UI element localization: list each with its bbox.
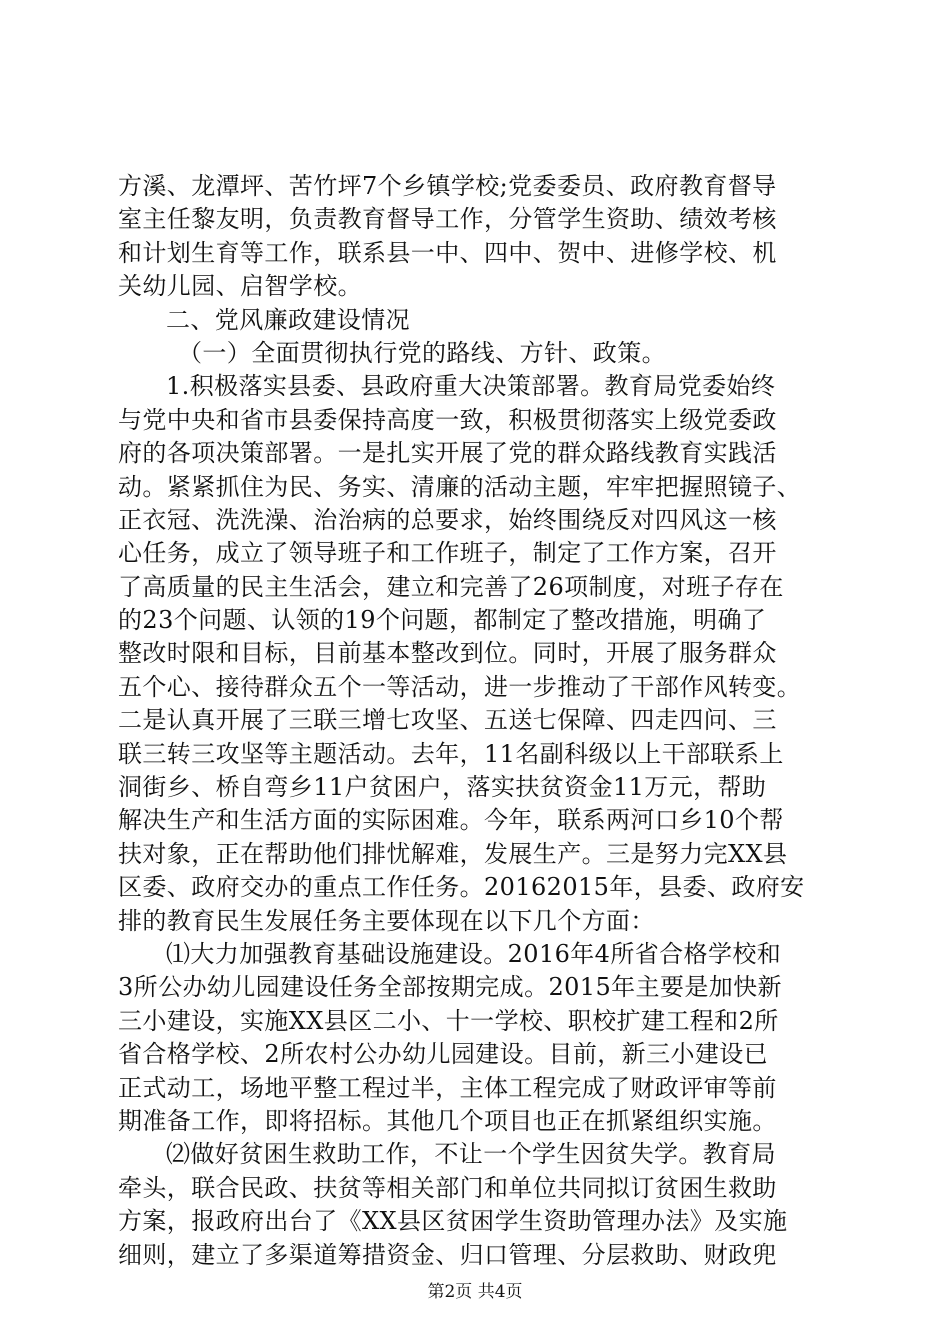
text-line: 扶对象，正在帮助他们排忧解难，发展生产。三是努力完XX县 xyxy=(118,839,788,868)
text-line: 五个心、接待群众五个一等活动，进一步推动了干部作风转变。 xyxy=(118,672,802,701)
text-line: 1.积极落实县委、县政府重大决策部署。教育局党委始终 xyxy=(166,372,776,401)
text-line: 室主任黎友明，负责教育督导工作，分管学生资助、绩效考核 xyxy=(118,205,777,234)
text-line: 正式动工，场地平整工程过半，主体工程完成了财政评审等前 xyxy=(118,1073,777,1102)
text-line: 正衣冠、洗洗澡、治治病的总要求，始终围绕反对四风这一核 xyxy=(118,505,777,534)
text-line: 府的各项决策部署。一是扎实开展了党的群众路线教育实践活 xyxy=(118,439,777,468)
text-line: 省合格学校、2所农村公办幼儿园建设。目前，新三小建设已 xyxy=(118,1040,769,1069)
text-line: 洞街乡、桥自弯乡11户贫困户，落实扶贫资金11万元，帮助 xyxy=(118,773,767,802)
text-line: ⑴大力加强教育基础设施建设。2016年4所省合格学校和 xyxy=(166,939,782,968)
text-line: 解决生产和生活方面的实际困难。今年，联系两河口乡10个帮 xyxy=(118,806,784,835)
text-line: 关幼儿园、启智学校。 xyxy=(118,272,362,301)
text-line: 方案，报政府出台了《XX县区贫困学生资助管理办法》及实施 xyxy=(118,1207,788,1236)
text-line: 和计划生育等工作，联系县一中、四中、贺中、进修学校、机 xyxy=(118,238,777,267)
text-line: 排的教育民生发展任务主要体现在以下几个方面： xyxy=(118,906,655,935)
text-line: （一）全面贯彻执行党的路线、方针、政策。 xyxy=(178,338,666,367)
text-line: 区委、政府交办的重点工作任务。20162015年，县委、政府安 xyxy=(118,873,805,902)
text-line: ⑵做好贫困生救助工作，不让一个学生因贫失学。教育局 xyxy=(166,1140,776,1169)
document-body xyxy=(118,170,834,1272)
text-line: 整改时限和目标，目前基本整改到位。同时，开展了服务群众 xyxy=(118,639,777,668)
text-line: 期准备工作，即将招标。其他几个项目也正在抓紧组织实施。 xyxy=(118,1106,777,1135)
text-line: 的23个问题、认领的19个问题，都制定了整改措施，明确了 xyxy=(118,606,767,635)
text-line: 细则，建立了多渠道筹措资金、归口管理、分层救助、财政兜 xyxy=(118,1240,777,1269)
text-line: 联三转三攻坚等主题活动。去年，11名副科级以上干部联系上 xyxy=(118,739,784,768)
text-line: 动。紧紧抓住为民、务实、清廉的活动主题，牢牢把握照镜子、 xyxy=(118,472,802,501)
page-footer: 第2页 共4页 xyxy=(427,1282,523,1302)
text-line: 牵头，联合民政、扶贫等相关部门和单位共同拟订贫困生救助 xyxy=(118,1173,777,1202)
text-line: 二是认真开展了三联三增七攻坚、五送七保障、四走四问、三 xyxy=(118,706,777,735)
text-line: 二、党风廉政建设情况 xyxy=(166,305,410,334)
text-line: 三小建设，实施XX县区二小、十一学校、职校扩建工程和2所 xyxy=(118,1006,779,1035)
text-line: 心任务，成立了领导班子和工作班子，制定了工作方案，召开 xyxy=(118,539,777,568)
text-line: 与党中央和省市县委保持高度一致，积极贯彻落实上级党委政 xyxy=(118,405,777,434)
text-line: 方溪、龙潭坪、苦竹坪7个乡镇学校;党委委员、政府教育督导 xyxy=(118,172,777,200)
text-line: 3所公办幼儿园建设任务全部按期完成。2015年主要是加快新 xyxy=(118,973,782,1002)
text-line: 了高质量的民主生活会，建立和完善了26项制度，对班子存在 xyxy=(118,572,784,601)
